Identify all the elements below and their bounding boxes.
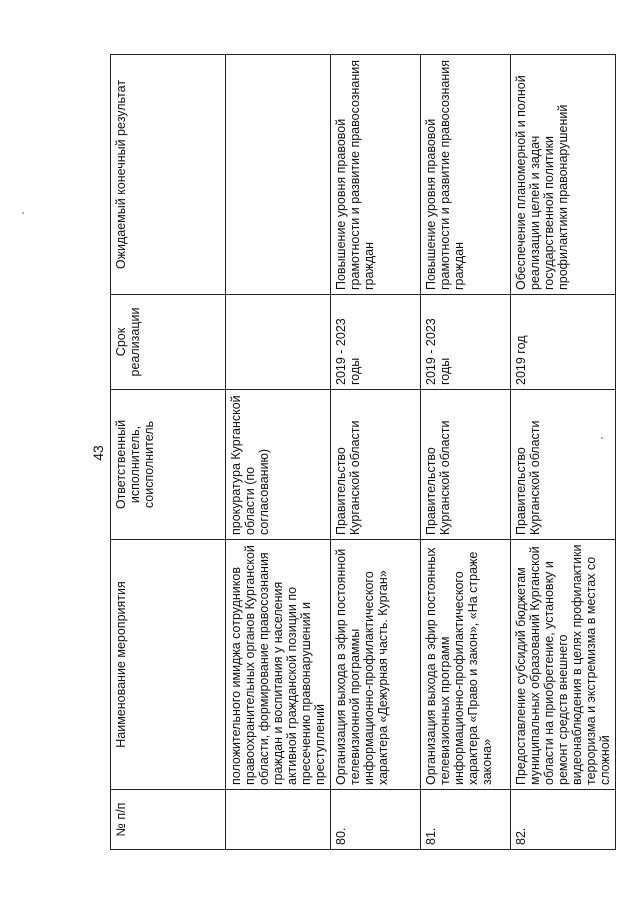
cell-responsible: Правительство Курганской области (421, 390, 511, 540)
cell-responsible: Правительство Курганской области (511, 390, 616, 540)
cell-result: Повышение уровня правовой грамотности и развитие правосознания граждан (331, 55, 421, 295)
cell-result (226, 55, 331, 295)
cell-term: 2019 - 2023 годы (421, 295, 511, 390)
cell-name: положительного имиджа сотрудников правоохранительных органов Курганской области, формирование правосознания граждан и воспитания у населения активной гражданской позиции по пресечению правонарушений и преступлений (226, 540, 331, 790)
header-responsible: Ответственный исполнитель, соисполнитель (111, 390, 226, 540)
table-row (421, 55, 511, 850)
cell-term: 2019 - 2023 годы (331, 295, 421, 390)
cell-num: 81. (421, 790, 511, 850)
cell-num (226, 790, 331, 850)
cell-name: Предоставление субсидий бюджетам муниципальных образований Курганской области на приобретение, установку и ремонт средств внешнего видеонаблюдения в целях профилактики терроризма и экстремизма в местах со сложной (511, 540, 616, 790)
cell-term: 2019 год (511, 295, 616, 390)
header-num: № п/п (111, 790, 226, 850)
header-term: Срок реализации (111, 295, 226, 390)
cell-result: Повышение уровня правовой грамотности и развитие правосознания граждан (421, 55, 511, 295)
page-number: 43 (90, 445, 106, 461)
cell-num: 82. (511, 790, 616, 850)
cell-responsible: прокуратура Курганской области (по согласованию) (226, 390, 331, 540)
measures-table (110, 54, 616, 850)
cell-name: Организация выхода в эфир постоянной телевизионной программы информационно-профилактического характера «Дежурная часть. Курган» (331, 540, 421, 790)
cell-responsible: Правительство Курганской области (331, 390, 421, 540)
table-container (110, 55, 612, 850)
header-name: Наименование мероприятия (111, 540, 226, 790)
table-row (331, 55, 421, 850)
scan-speck (22, 212, 24, 214)
table-header-row (111, 55, 226, 850)
cell-term (226, 295, 331, 390)
scan-speck (601, 437, 603, 439)
cell-result: Обеспечение планомерной и полной реализации целей и задач государственной политики профилактики правонарушений (511, 55, 616, 295)
header-result: Ожидаемый конечный результат (111, 55, 226, 295)
table-row (511, 55, 616, 850)
cell-name: Организация выхода в эфир постоянных телевизионных программ информационно-профилактического характера «Право и закон», «На страже закона» (421, 540, 511, 790)
table-row (226, 55, 331, 850)
cell-num: 80. (331, 790, 421, 850)
